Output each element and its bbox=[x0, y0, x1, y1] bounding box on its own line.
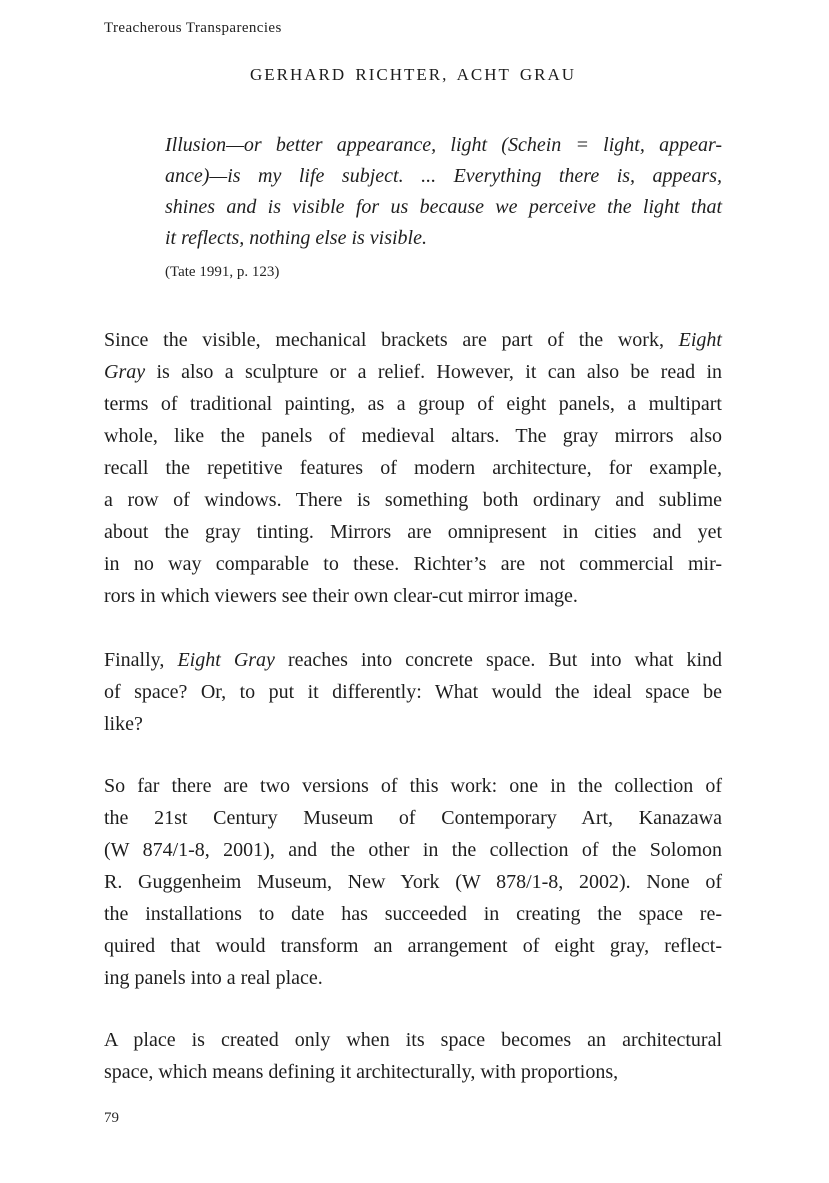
body-line: of space? Or, to put it differently: What would the ideal space be bbox=[104, 681, 722, 703]
body-line: Since the visible, mechanical brackets are part of the work, Eight bbox=[104, 329, 722, 351]
body-line: ing panels into a real place. bbox=[104, 967, 323, 989]
body-line: recall the repetitive features of modern architecture, for example, bbox=[104, 457, 722, 479]
page-content bbox=[104, 130, 722, 1088]
body-line: in no way comparable to these. Richter’s are not commercial mir- bbox=[104, 553, 722, 575]
epigraph-quote bbox=[165, 130, 722, 254]
body-text bbox=[104, 324, 722, 1088]
body-line: So far there are two versions of this work: one in the collection of bbox=[104, 775, 722, 797]
body-line: the 21st Century Museum of Contemporary Art, Kanazawa bbox=[104, 807, 722, 829]
body-paragraph bbox=[104, 1024, 722, 1088]
running-head: Treacherous Transparencies bbox=[104, 20, 282, 36]
quote-line: it reflects, nothing else is visible. bbox=[165, 227, 427, 249]
body-line: about the gray tinting. Mirrors are omnipresent in cities and yet bbox=[104, 521, 722, 543]
page-number: 79 bbox=[104, 1110, 119, 1126]
body-line: (W 874/1-8, 2001), and the other in the collection of the Solomon bbox=[104, 839, 722, 861]
quote-line: shines and is visible for us because we perceive the light that bbox=[165, 196, 722, 218]
body-line: Finally, Eight Gray reaches into concrete space. But into what kind bbox=[104, 649, 723, 671]
body-line: whole, like the panels of medieval altars. The gray mirrors also bbox=[104, 425, 722, 447]
body-line: space, which means defining it architecturally, with proportions, bbox=[104, 1061, 619, 1083]
body-line: like? bbox=[104, 713, 143, 735]
body-paragraph bbox=[104, 324, 722, 612]
body-line: A place is created only when its space becomes an architectural bbox=[104, 1029, 722, 1051]
quote-citation: (Tate 1991, p. 123) bbox=[165, 264, 280, 280]
quote-line: ance)—is my life subject. ... Everything there is, appears, bbox=[165, 165, 722, 187]
body-line: Gray is also a sculpture or a relief. However, it can also be read in bbox=[104, 361, 722, 383]
body-line: the installations to date has succeeded in creating the space re- bbox=[104, 903, 722, 925]
body-line: quired that would transform an arrangement of eight gray, reflect- bbox=[104, 935, 722, 957]
quote-line: Illusion—or better appearance, light (Schein = light, appear- bbox=[165, 134, 722, 156]
body-line: rors in which viewers see their own clear-cut mirror image. bbox=[104, 585, 578, 607]
body-line: R. Guggenheim Museum, New York (W 878/1-8, 2002). None of bbox=[104, 871, 722, 893]
body-line: a row of windows. There is something both ordinary and sublime bbox=[104, 489, 722, 511]
chapter-title: GERHARD RICHTER, ACHT GRAU bbox=[249, 65, 577, 84]
body-paragraph bbox=[104, 644, 722, 740]
body-line: terms of traditional painting, as a group of eight panels, a multipart bbox=[104, 393, 722, 415]
body-paragraph bbox=[104, 770, 722, 994]
